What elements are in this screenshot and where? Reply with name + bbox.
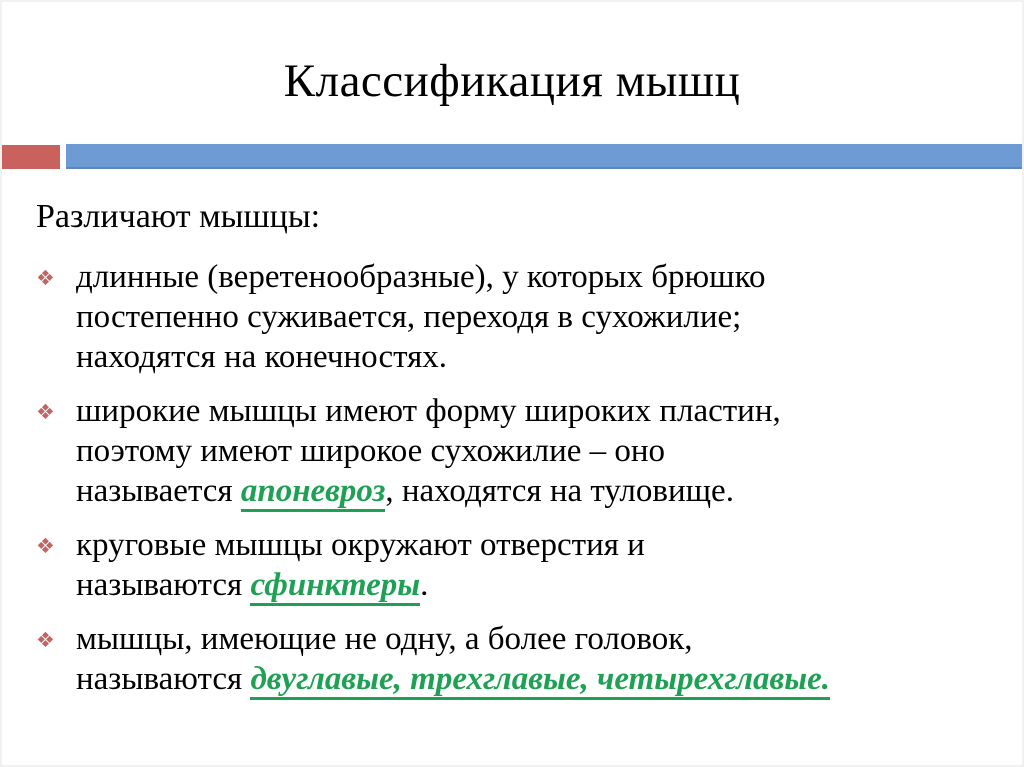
accent-bar-row xyxy=(2,144,1022,169)
bullet-text-line xyxy=(76,565,986,605)
bullet-text-line xyxy=(76,391,986,431)
bullet-segment: называются xyxy=(76,567,251,603)
bullet-text-line xyxy=(76,297,986,337)
bullet-text xyxy=(76,525,986,605)
bullet-segment: . xyxy=(420,567,429,603)
bullet-diamond-icon: ❖ xyxy=(36,400,55,424)
slide-body xyxy=(36,195,986,713)
slide-title: Классификация мышц xyxy=(283,55,741,107)
bullet-segment: , находятся на туловище. xyxy=(385,473,734,509)
accent-red-square xyxy=(2,145,60,169)
bullet-segment: постепенно суживается, переходя в сухожилие; xyxy=(76,299,742,335)
keyword-biceps-triceps-quadriceps: двуглавые, трехглавые, четырехглавые. xyxy=(250,661,830,700)
keyword-sphincters: сфинктеры xyxy=(250,567,420,606)
bullet-segment: длинные (веретенообразные), у которых брюшко xyxy=(76,259,766,295)
bullet-item-multi-headed-muscles xyxy=(36,619,986,699)
bullet-item-wide-muscles xyxy=(36,391,986,511)
bullet-item-long-muscles xyxy=(36,257,986,377)
bullet-text xyxy=(76,619,986,699)
bullet-segment: называются xyxy=(76,661,251,697)
bullet-segment: мышцы, имеющие не одну, а более головок, xyxy=(76,621,693,657)
bullet-segment: поэтому имеют широкое сухожилие – оно xyxy=(76,433,666,469)
bullet-segment: называется xyxy=(76,473,241,509)
bullet-diamond-icon: ❖ xyxy=(36,534,55,558)
bullet-text-line xyxy=(76,525,986,565)
bullet-text-line xyxy=(76,257,986,297)
bullet-segment: находятся на конечностях. xyxy=(76,339,448,375)
bullet-text-line xyxy=(76,619,986,659)
bullet-text xyxy=(76,391,986,511)
bullet-text-line xyxy=(76,431,986,471)
intro-text: Различают мышцы: xyxy=(36,198,321,235)
bullet-list xyxy=(36,257,986,699)
keyword-aponeurosis: апоневроз xyxy=(241,473,386,512)
bullet-segment: широкие мышцы имеют форму широких пластин, xyxy=(76,393,781,429)
bullet-text-line xyxy=(76,471,986,511)
bullet-item-circular-muscles xyxy=(36,525,986,605)
bullet-text xyxy=(76,257,986,377)
bullet-diamond-icon: ❖ xyxy=(36,628,55,652)
bullet-text-line xyxy=(76,337,986,377)
bullet-text-line xyxy=(76,659,986,699)
bullet-diamond-icon: ❖ xyxy=(36,266,55,290)
bullet-segment: круговые мышцы окружают отверстия и xyxy=(76,527,645,563)
accent-blue-bar xyxy=(66,144,1022,169)
